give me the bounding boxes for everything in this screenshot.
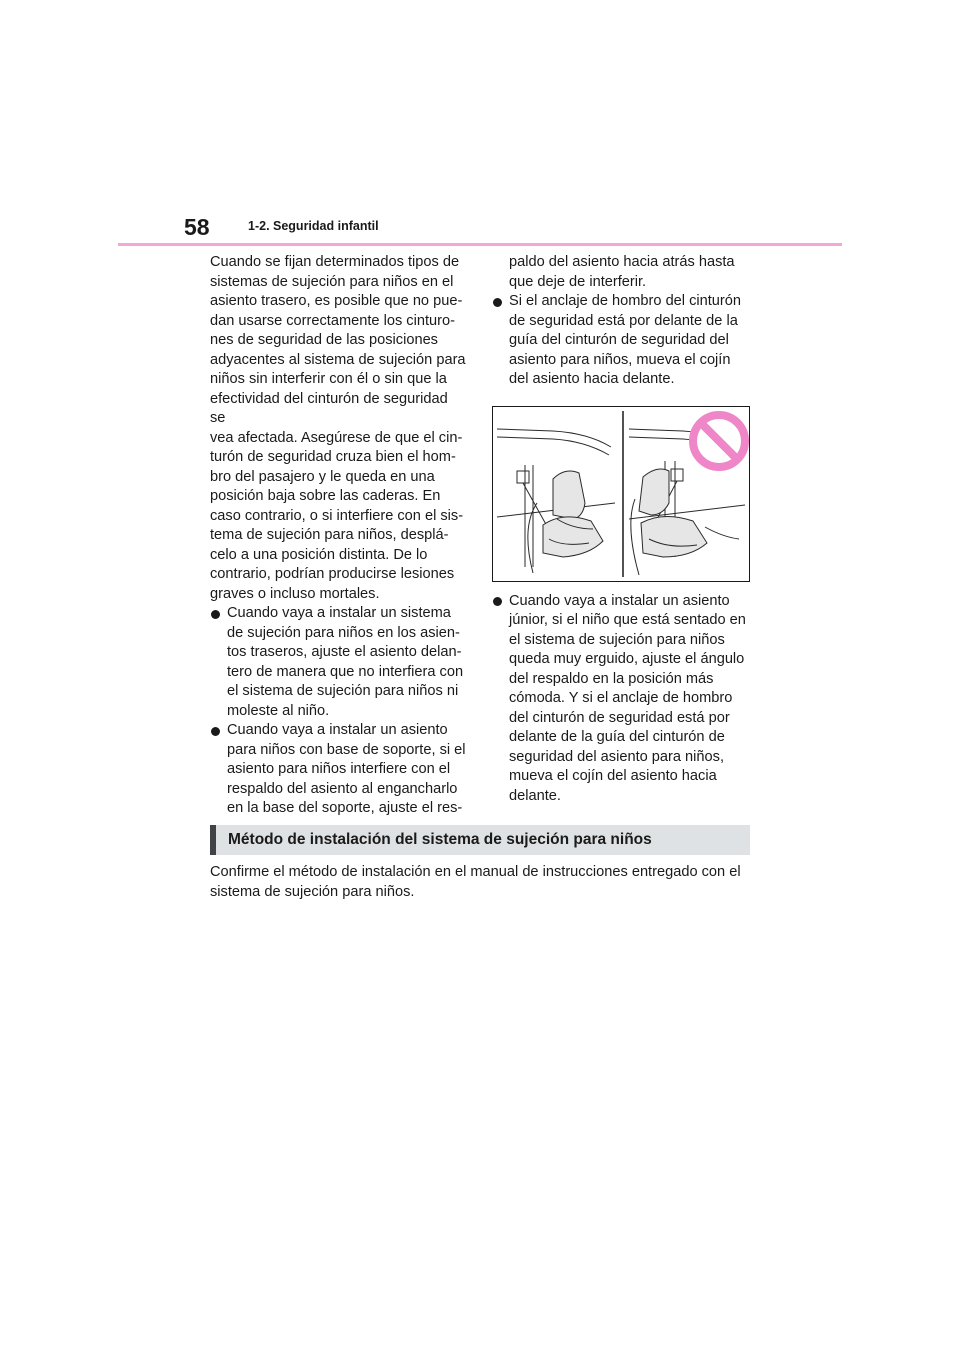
header-rule [118,243,842,246]
installation-method-paragraph: Confirme el método de instalación en el manual de instrucciones entregado con el sistema de sujeción para niños. [210,864,741,900]
section-title: 1-2. Seguridad infantil [248,219,379,233]
section-heading [210,825,750,855]
bullet-shoulder-anchor: Si el anclaje de hombro del cinturón de seguridad está por delante de la guía del cinturón de seguridad del asiento para niños, mueva el cojín del asiento hacia delante. [492,292,750,390]
section-heading-text: Método de instalación del sistema de sujeción para niños [228,831,652,848]
intro-paragraph: Cuando se fijan determinados tipos de sistemas de sujeción para niños en el asiento trasero, es posible que no pue- dan usarse correctamente los cinturo- nes de seguridad de las posiciones adyacentes al sistema de sujeción para niños sin interferir con él o sin que la efectividad del cinturón de seguridad se vea afectada. Asegúrese de que el cin- turón de seguridad cruza bien el hom- bro del pasajero y le queda en una posición baja sobre las caderas. En caso contrario, o si interfiere con el sis- tema de sujeción para niños, desplá- celo a una posición distinta. De lo contrario, podrían producirse lesiones graves o incluso mortales. [210,254,466,602]
page-number: 58 [184,214,210,240]
child-seat-illustration [492,406,750,582]
left-column [210,253,466,819]
child-seat-illustration-svg [493,407,749,581]
prohibition-sign-icon [693,415,745,467]
right-column [492,253,750,806]
bullet-front-seat: Cuando vaya a instalar un sistema de sujeción para niños en los asien- tos traseros, ajuste el asiento delan- tero de manera que no interfiera con el sistema de sujeción para niños ni moleste al niño. [210,604,466,721]
bullet-support-base-continued: paldo del asiento hacia atrás hasta que deje de interferir. [509,254,735,290]
bullet-support-base: Cuando vaya a instalar un asiento para niños con base de soporte, si el asiento para niños interfiere con el respaldo del asiento al engancharlo en la base del soporte, ajuste el res- [210,721,466,819]
bullet-junior-seat: Cuando vaya a instalar un asiento júnior, si el niño que está sentado en el sistema de sujeción para niños queda muy erguido, ajuste el ángulo del respaldo en la posición más cómoda. Y si el anclaje de hombro del cinturón de seguridad está por delante de la guía del cinturón de seguridad del asiento para niños, mueva el cojín del asiento hacia delante. [492,592,750,807]
